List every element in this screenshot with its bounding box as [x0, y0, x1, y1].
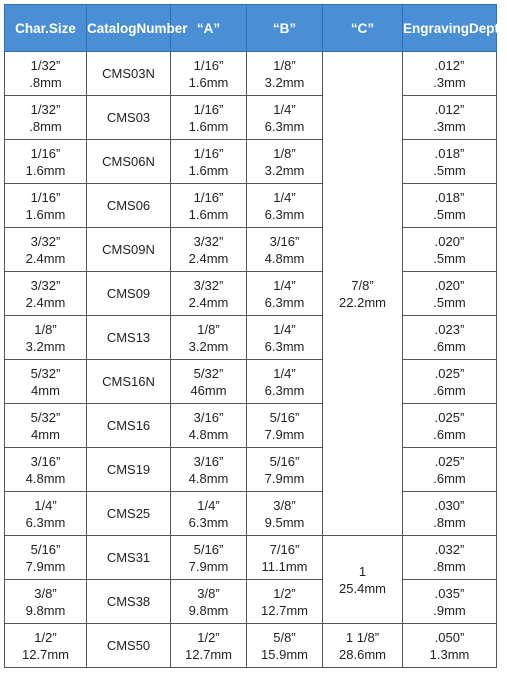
char-size-cell: 5/32” 4mm — [5, 404, 87, 448]
header-engraving-depth: EngravingDepth — [403, 5, 497, 52]
a-cell: 3/8” 9.8mm — [171, 580, 247, 624]
a-cell: 1/16” 1.6mm — [171, 52, 247, 96]
header-catalog-number: CatalogNumber — [87, 5, 171, 52]
engraving-depth-cell: .012” .3mm — [403, 52, 497, 96]
char-size-cell: 3/8” 9.8mm — [5, 580, 87, 624]
b-cell: 1/2” 12.7mm — [247, 580, 323, 624]
char-size-cell: 3/16” 4.8mm — [5, 448, 87, 492]
b-cell: 1/4” 6.3mm — [247, 360, 323, 404]
catalog-number-cell: CMS25 — [87, 492, 171, 536]
b-cell: 1/4” 6.3mm — [247, 184, 323, 228]
engraving-depth-cell: .030” .8mm — [403, 492, 497, 536]
engraving-depth-cell: .035” .9mm — [403, 580, 497, 624]
catalog-number-cell: CMS03N — [87, 52, 171, 96]
b-cell: 1/8” 3.2mm — [247, 52, 323, 96]
a-cell: 3/32” 2.4mm — [171, 272, 247, 316]
char-size-cell: 1/16” 1.6mm — [5, 140, 87, 184]
engraving-depth-cell: .020” .5mm — [403, 272, 497, 316]
table-row — [5, 52, 497, 96]
table-row — [5, 228, 497, 272]
c-cell: 1 1/8” 28.6mm — [323, 624, 403, 668]
engraving-depth-cell: .012” .3mm — [403, 96, 497, 140]
catalog-number-cell: CMS06N — [87, 140, 171, 184]
catalog-number-cell: CMS06 — [87, 184, 171, 228]
char-size-cell: 1/16” 1.6mm — [5, 184, 87, 228]
table-row — [5, 404, 497, 448]
engraving-depth-cell: .018” .5mm — [403, 184, 497, 228]
header-a: “A” — [171, 5, 247, 52]
catalog-number-cell: CMS50 — [87, 624, 171, 668]
a-cell: 1/2” 12.7mm — [171, 624, 247, 668]
table-row — [5, 316, 497, 360]
table-row — [5, 272, 497, 316]
b-cell: 1/4” 6.3mm — [247, 316, 323, 360]
header-c: “C” — [323, 5, 403, 52]
table-row — [5, 184, 497, 228]
engraving-depth-cell: .018” .5mm — [403, 140, 497, 184]
char-size-cell: 1/32” .8mm — [5, 52, 87, 96]
b-cell: 5/16” 7.9mm — [247, 404, 323, 448]
char-size-cell: 1/2” 12.7mm — [5, 624, 87, 668]
catalog-number-cell: CMS03 — [87, 96, 171, 140]
engraving-depth-cell: .032” .8mm — [403, 536, 497, 580]
a-cell: 1/8” 3.2mm — [171, 316, 247, 360]
engraving-depth-cell: .050” 1.3mm — [403, 624, 497, 668]
engraving-spec-table — [4, 4, 507, 668]
a-cell: 5/32” 46mm — [171, 360, 247, 404]
header-row — [5, 5, 497, 52]
a-cell: 1/4” 6.3mm — [171, 492, 247, 536]
a-cell: 1/16” 1.6mm — [171, 184, 247, 228]
catalog-number-cell: CMS16N — [87, 360, 171, 404]
table-row — [5, 624, 497, 668]
char-size-cell: 3/32” 2.4mm — [5, 272, 87, 316]
table-body — [5, 52, 497, 668]
table-row — [5, 492, 497, 536]
b-cell: 7/16” 11.1mm — [247, 536, 323, 580]
catalog-number-cell: CMS09N — [87, 228, 171, 272]
table-row — [5, 536, 497, 580]
table-row — [5, 140, 497, 184]
table-row — [5, 580, 497, 624]
header-b: “B” — [247, 5, 323, 52]
engraving-depth-cell: .025” .6mm — [403, 404, 497, 448]
char-size-cell: 1/32” .8mm — [5, 96, 87, 140]
b-cell: 1/4” 6.3mm — [247, 96, 323, 140]
char-size-cell: 3/32” 2.4mm — [5, 228, 87, 272]
catalog-number-cell: CMS19 — [87, 448, 171, 492]
catalog-number-cell: CMS31 — [87, 536, 171, 580]
c-cell: 1 25.4mm — [323, 536, 403, 624]
catalog-number-cell: CMS16 — [87, 404, 171, 448]
engraving-depth-cell: .023” .6mm — [403, 316, 497, 360]
b-cell: 3/8” 9.5mm — [247, 492, 323, 536]
b-cell: 1/4” 6.3mm — [247, 272, 323, 316]
b-cell: 3/16” 4.8mm — [247, 228, 323, 272]
table-row — [5, 96, 497, 140]
catalog-number-cell: CMS13 — [87, 316, 171, 360]
b-cell: 5/16” 7.9mm — [247, 448, 323, 492]
char-size-cell: 1/8” 3.2mm — [5, 316, 87, 360]
engraving-depth-cell: .025” .6mm — [403, 360, 497, 404]
catalog-number-cell: CMS38 — [87, 580, 171, 624]
c-cell: 7/8” 22.2mm — [323, 52, 403, 536]
header-char-size: Char.Size — [5, 5, 87, 52]
b-cell: 1/8” 3.2mm — [247, 140, 323, 184]
char-size-cell: 1/4” 6.3mm — [5, 492, 87, 536]
a-cell: 3/16” 4.8mm — [171, 404, 247, 448]
a-cell: 3/16” 4.8mm — [171, 448, 247, 492]
engraving-depth-cell: .025” .6mm — [403, 448, 497, 492]
table-row — [5, 448, 497, 492]
char-size-cell: 5/32” 4mm — [5, 360, 87, 404]
a-cell: 1/16” 1.6mm — [171, 96, 247, 140]
a-cell: 3/32” 2.4mm — [171, 228, 247, 272]
a-cell: 1/16” 1.6mm — [171, 140, 247, 184]
table-row — [5, 360, 497, 404]
catalog-number-cell: CMS09 — [87, 272, 171, 316]
b-cell: 5/8” 15.9mm — [247, 624, 323, 668]
char-size-cell: 5/16” 7.9mm — [5, 536, 87, 580]
a-cell: 5/16” 7.9mm — [171, 536, 247, 580]
engraving-depth-cell: .020” .5mm — [403, 228, 497, 272]
